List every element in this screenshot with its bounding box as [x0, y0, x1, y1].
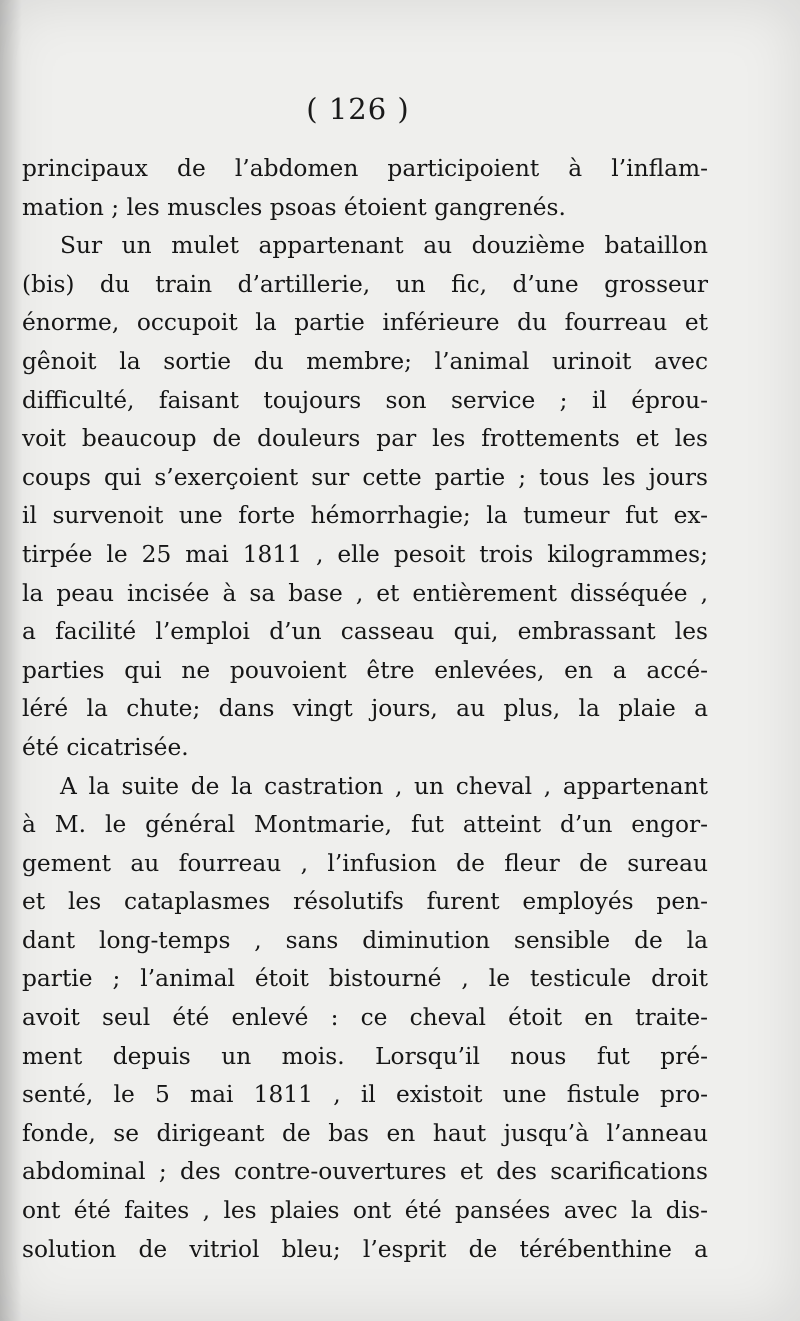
text-line: senté, le 5 mai 1811 , il existoit une fistule pro-	[22, 1081, 708, 1109]
text-line: coups qui s’exerçoient sur cette partie ; tous les jours	[22, 463, 708, 491]
text-line: a facilité l’emploi d’un casseau qui, embrassant les	[22, 618, 708, 646]
text-line: gement au fourreau , l’infusion de fleur de sureau	[22, 849, 708, 877]
text-line: partie ; l’animal étoit bistourné , le testicule droit	[22, 965, 708, 993]
text-line: tirpée le 25 mai 1811 , elle pesoit trois kilogrammes;	[22, 540, 708, 568]
text-line: dant long-temps , sans diminution sensible de la	[22, 926, 708, 954]
page-number: ( 126 )	[306, 92, 410, 126]
text-line: parties qui ne pouvoient être enlevées, en a accé-	[22, 656, 708, 684]
text-line: ont été faites , les plaies ont été pansées avec la dis-	[22, 1197, 708, 1225]
text-line: ment depuis un mois. Lorsqu’il nous fut pré-	[22, 1042, 708, 1070]
text-line: fonde, se dirigeant de bas en haut jusqu’à l’anneau	[22, 1119, 708, 1147]
text-line: il survenoit une forte hémorrhagie; la tumeur fut ex-	[22, 502, 708, 530]
text-line: Sur un mulet appartenant au douzième bataillon	[60, 232, 708, 260]
text-line: solution de vitriol bleu; l’esprit de térébenthine a	[22, 1235, 708, 1263]
text-line: et les cataplasmes résolutifs furent employés pen-	[22, 888, 708, 916]
text-line: léré la chute; dans vingt jours, au plus, la plaie a	[22, 695, 708, 723]
text-line: voit beaucoup de douleurs par les frottements et les	[22, 425, 708, 453]
text-line: abdominal ; des contre-ouvertures et des scarifications	[22, 1158, 708, 1186]
text-line: principaux de l’abdomen participoient à l’inflam-	[22, 155, 708, 182]
text-line: avoit seul été enlevé : ce cheval étoit en traite-	[22, 1004, 708, 1032]
text-line: difficulté, faisant toujours son service ; il éprou-	[22, 386, 708, 414]
page-fold-shadow	[0, 0, 22, 1321]
text-line: la peau incisée à sa base , et entièrement disséquée ,	[22, 579, 708, 607]
text-line: énorme, occupoit la partie inférieure du fourreau et	[22, 309, 708, 337]
text-line: été cicatrisée.	[22, 733, 189, 761]
text-line: A la suite de la castration , un cheval , appartenant	[60, 772, 708, 800]
text-line: mation ; les muscles psoas étoient gangrenés.	[22, 193, 566, 221]
text-line: gênoit la sortie du membre; l’animal urinoit avec	[22, 347, 708, 375]
text-line: à M. le général Montmarie, fut atteint d’un engor-	[22, 811, 708, 839]
body-text	[22, 150, 708, 1269]
text-line: (bis) du train d’artillerie, un fic, d’une grosseur	[22, 270, 708, 298]
